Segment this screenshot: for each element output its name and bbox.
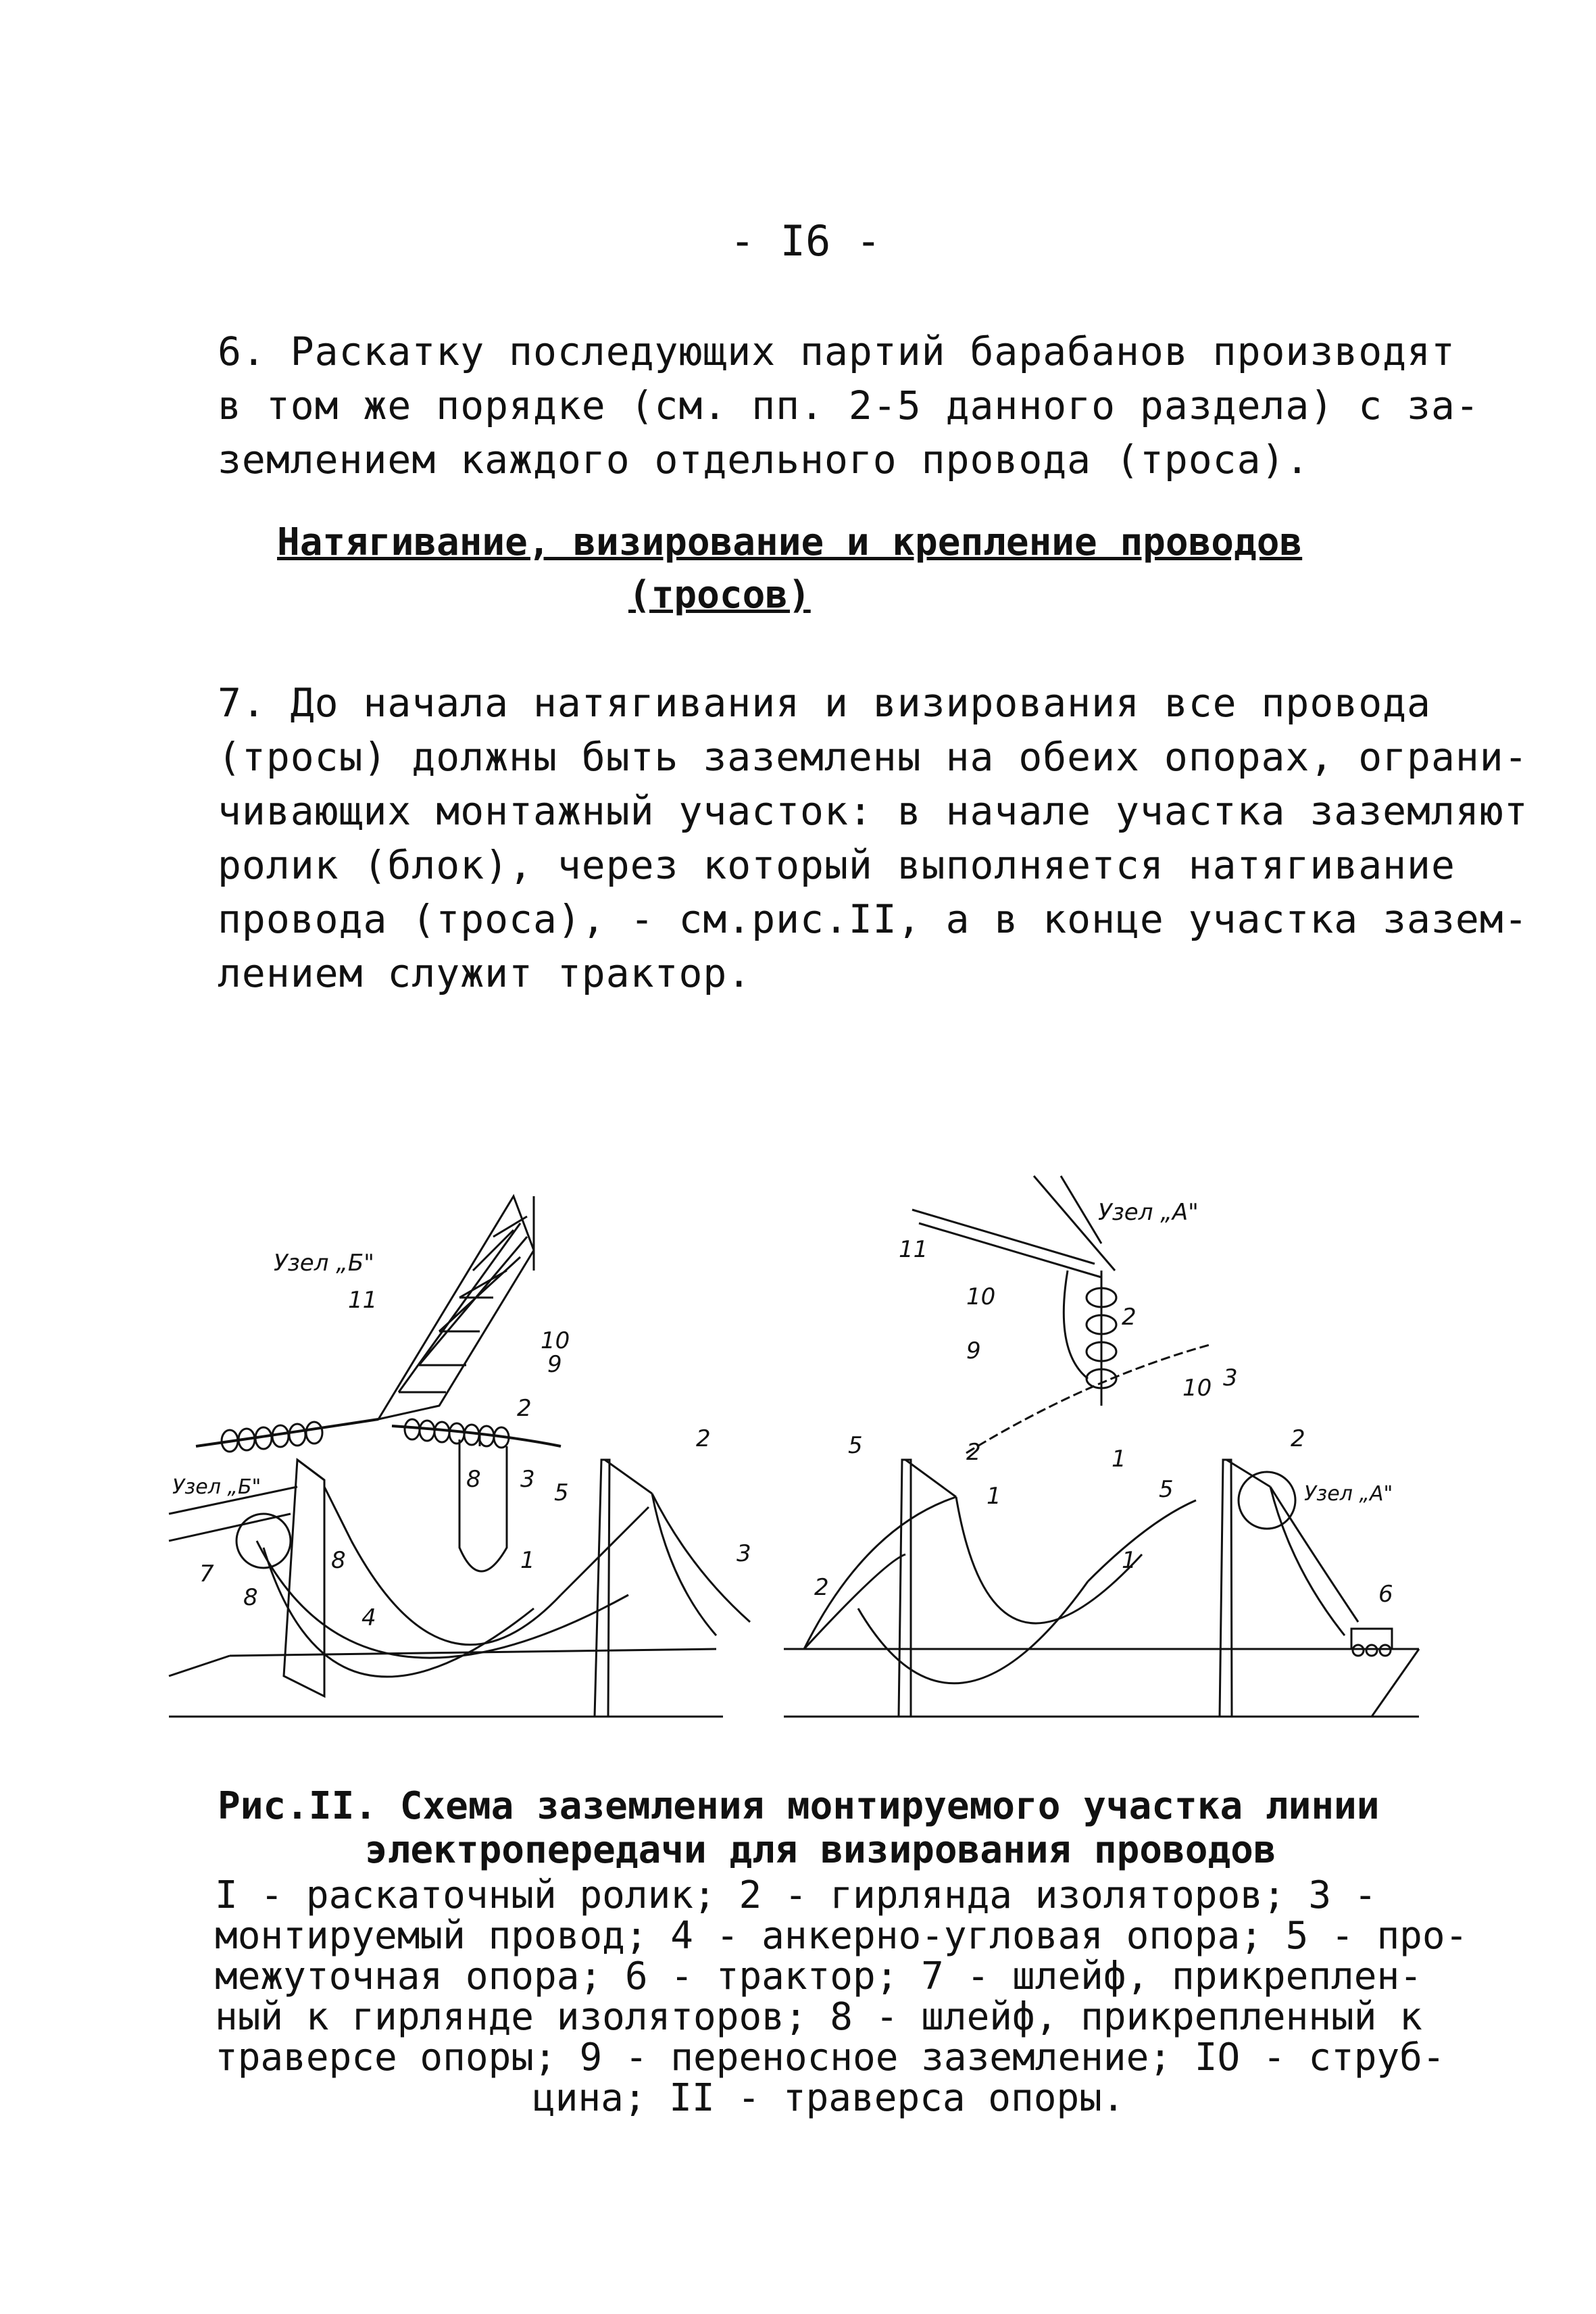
paragraph-6 [218, 324, 1480, 487]
label-2-left: 2 [696, 1425, 711, 1452]
label-10-left: 10 [541, 1327, 570, 1354]
label-1-right-top: 1 [1112, 1446, 1126, 1473]
label-3-left-top: 3 [520, 1466, 535, 1493]
label-5-right-a: 5 [848, 1432, 863, 1459]
label-2-left-top: 2 [517, 1395, 532, 1422]
node-b-title-label: Узел „Б" [274, 1250, 374, 1277]
paragraph-7-line: чивающих монтажный участок: в начале участка заземляют [218, 788, 1528, 834]
label-5-left: 5 [554, 1479, 569, 1506]
label-2-right-b: 2 [1291, 1425, 1305, 1452]
node-b-small-label: Узел „Б" [172, 1475, 261, 1499]
paragraph-7-line: лением служит трактор. [218, 950, 752, 996]
legend-line: монтируемый провод; 4 - анкерно-угловая опора; 5 - про- [215, 1914, 1468, 1958]
label-9-left: 9 [547, 1351, 562, 1378]
paragraph-7-line: (тросы) должны быть заземлены на обеих опорах, ограни- [218, 734, 1528, 780]
grounding-scheme-figure [155, 1162, 1439, 1730]
figure-caption-line1: Рис.II. Схема заземления монтируемого участка линии [218, 1784, 1380, 1828]
label-1-right-a: 1 [987, 1483, 1001, 1510]
legend-line: цина; II - траверса опоры. [532, 2076, 1125, 2120]
paragraph-7-line: 7. До начала натягивания и визирования все провода [218, 680, 1431, 726]
label-8-left-top: 8 [466, 1466, 481, 1493]
paragraph-7-line: ролик (блок), через который выполняется натягивание [218, 842, 1455, 888]
label-11-left: 11 [348, 1287, 378, 1314]
label-10-right: 10 [966, 1283, 996, 1310]
label-10-right-b: 10 [1182, 1375, 1212, 1402]
legend-line: межуточная опора; 6 - трактор; 7 - шлейф, прикреплен- [215, 1954, 1422, 1998]
paragraph-6-line: землением каждого отдельного провода (троса). [218, 437, 1310, 483]
node-a-small-label: Узел „А" [1304, 1482, 1393, 1506]
label-1-left: 1 [520, 1547, 535, 1574]
label-8-left-b: 8 [243, 1584, 258, 1611]
section-heading-line1: Натягивание, визирование и крепление проводов [277, 520, 1303, 564]
label-11-right: 11 [899, 1236, 928, 1263]
label-3-right: 3 [1223, 1364, 1238, 1392]
figure-legend [215, 1875, 1468, 2119]
legend-line: траверсе опоры; 9 - переносное заземление; IO - струб- [215, 2036, 1445, 2079]
legend-line: ный к гирлянде изоляторов; 8 - шлейф, прикрепленный к [215, 1995, 1422, 2039]
section-heading-line2: (тросов) [628, 573, 811, 617]
paragraph-7 [218, 676, 1528, 1000]
label-7-left: 7 [199, 1560, 214, 1587]
legend-line: I - раскаточный ролик; 2 - гирлянда изоляторов; 3 - [215, 1873, 1377, 1917]
label-5-right-b: 5 [1159, 1476, 1174, 1503]
paragraph-6-line: в том же порядке (см. пп. 2-5 данного раздела) с за- [218, 383, 1480, 428]
label-8-left: 8 [331, 1547, 346, 1574]
page-number: - I6 - [730, 216, 881, 266]
figure-caption-line2: электропередачи для визирования проводов [365, 1828, 1276, 1872]
label-2-right-a: 2 [966, 1439, 981, 1466]
label-1-right-b: 1 [1122, 1547, 1137, 1574]
label-3-left: 3 [737, 1540, 751, 1567]
label-2-right-top: 2 [1122, 1304, 1137, 1331]
paragraph-6-line: 6. Раскатку последующих партий барабанов производят [218, 328, 1455, 374]
label-6-right: 6 [1378, 1581, 1393, 1608]
node-a-title-label: Узел „А" [1098, 1199, 1199, 1226]
label-9-right: 9 [966, 1337, 981, 1364]
label-2-right-c: 2 [814, 1574, 829, 1601]
paragraph-7-line: провода (троса), - см.рис.II, а в конце участка зазем- [218, 896, 1528, 942]
label-4-left: 4 [361, 1604, 376, 1631]
